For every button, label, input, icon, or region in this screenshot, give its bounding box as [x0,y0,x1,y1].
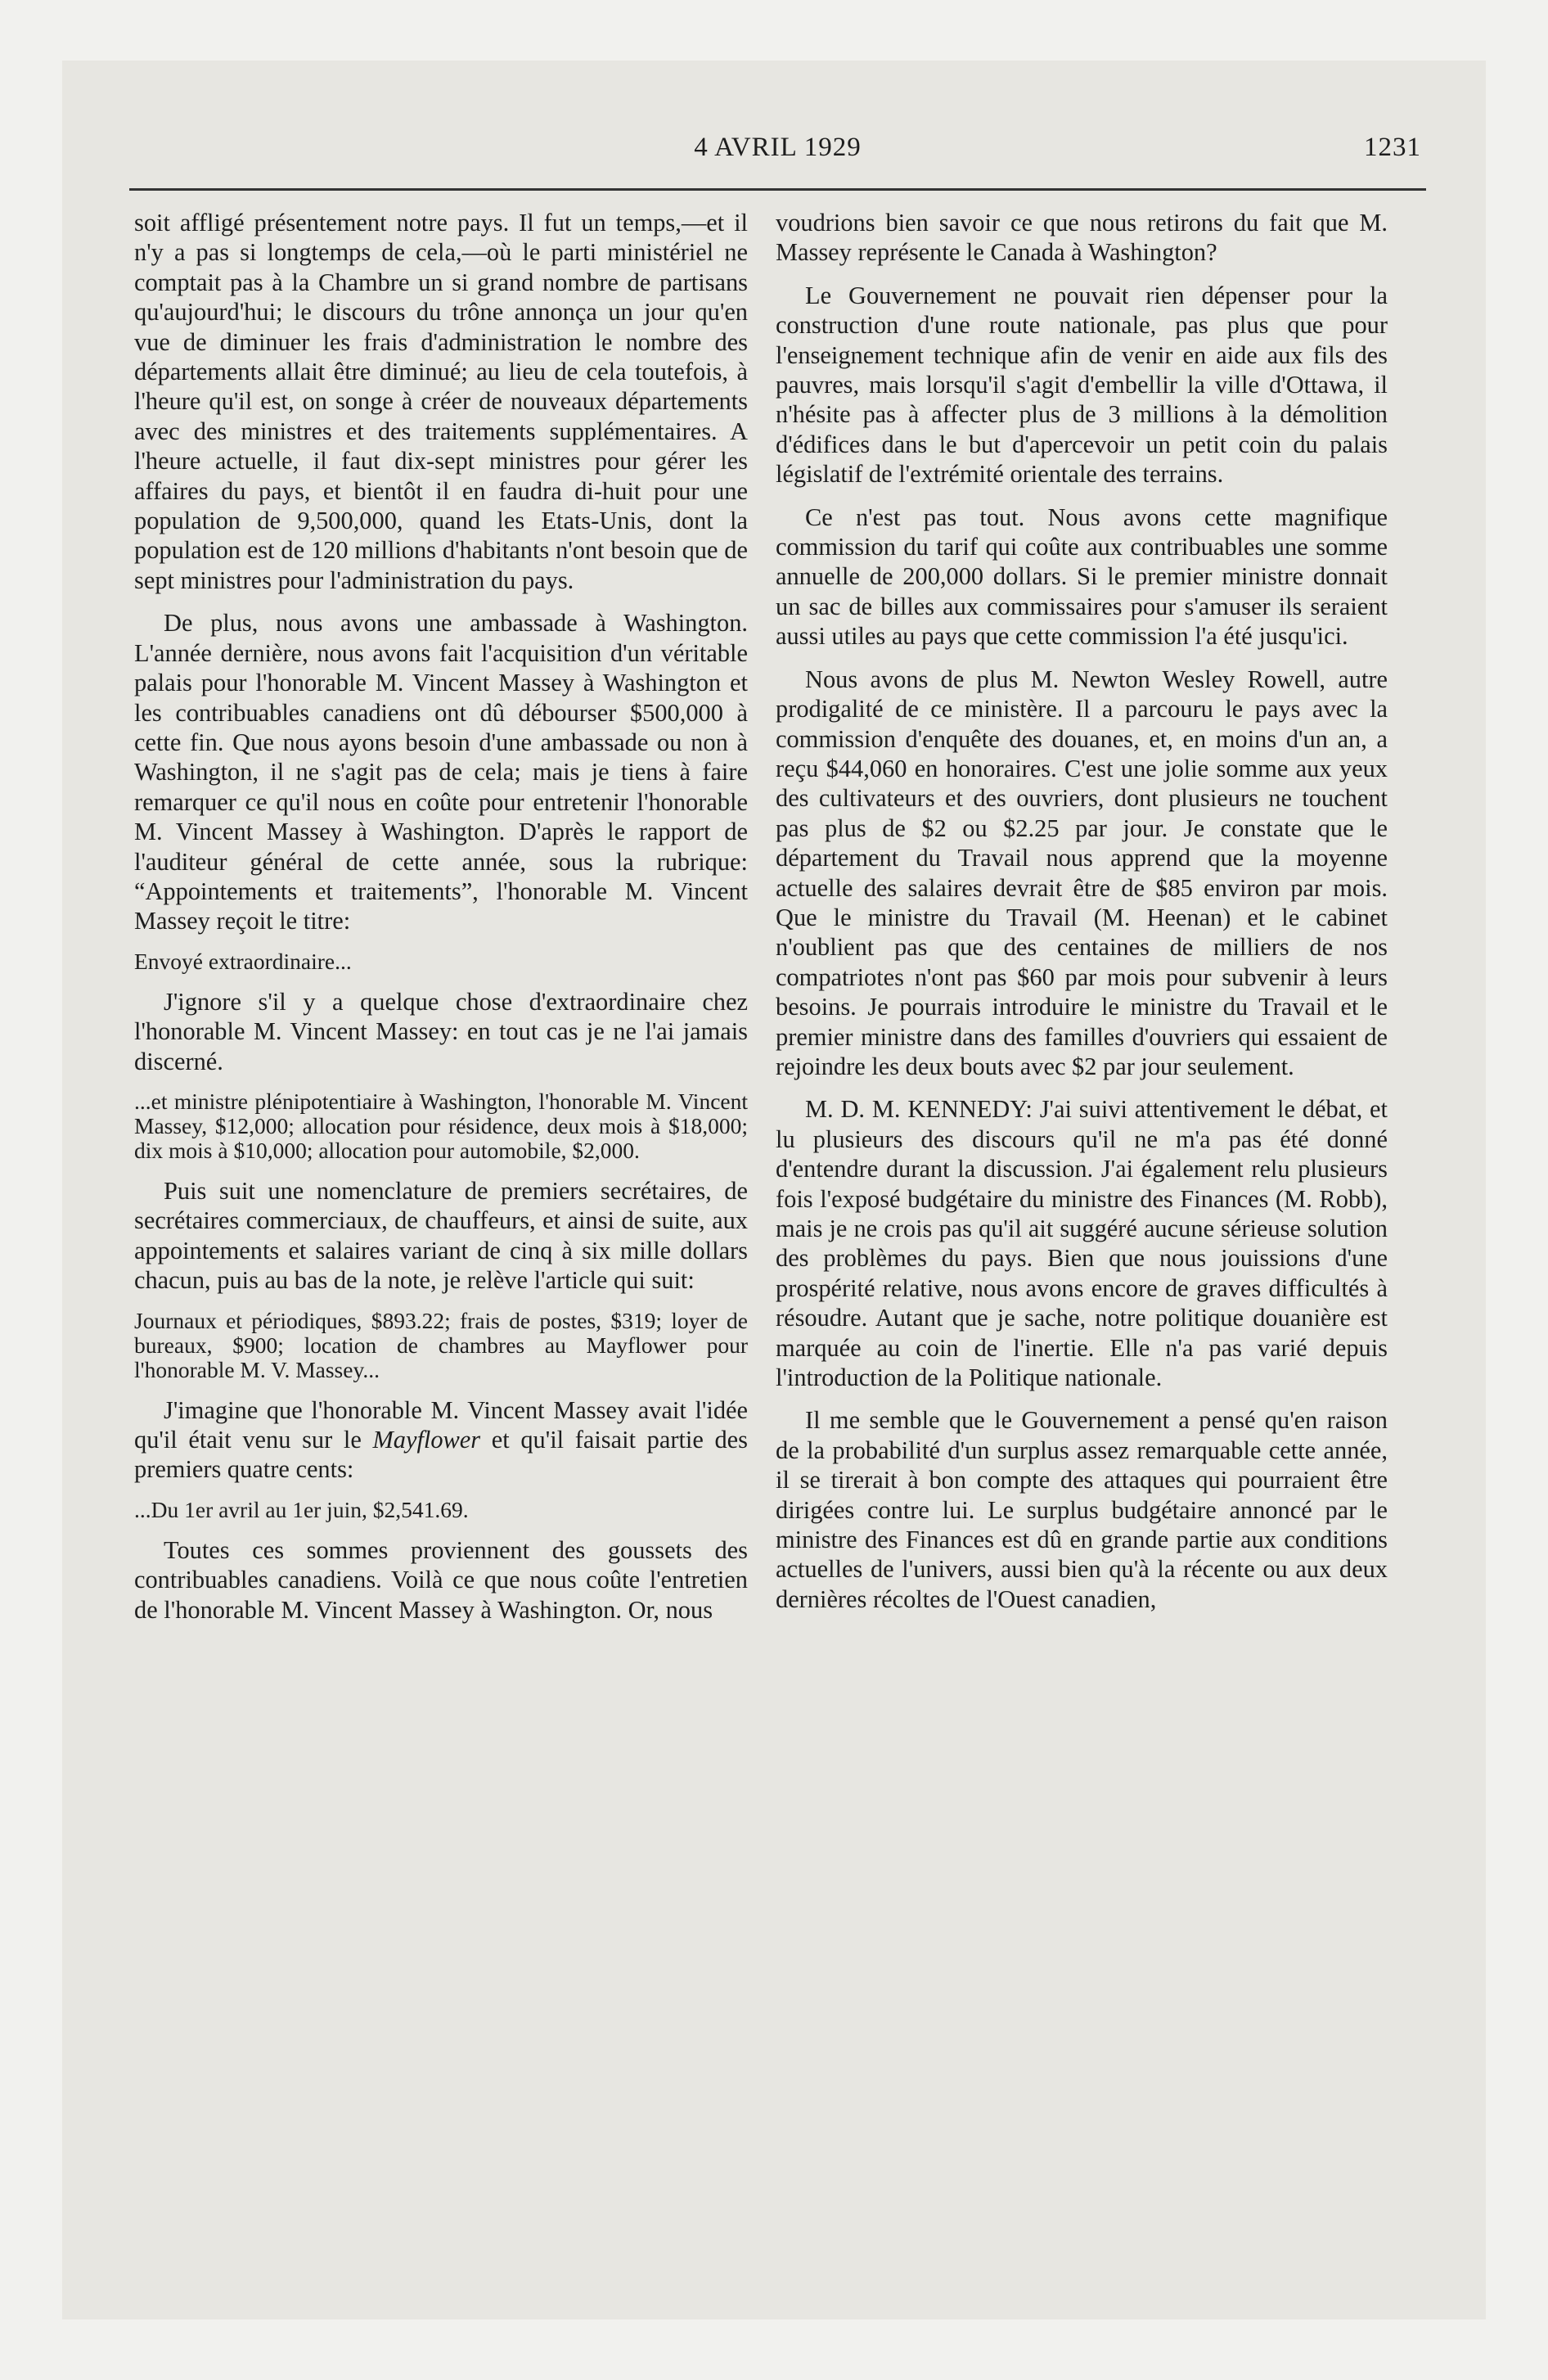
paragraph: Le Gouvernement ne pouvait rien dépenser pour la construction d'une route nationale, pas plus que pour l'enseignement technique afin de venir en aide aux fils des pauvres, mais lorsqu'il s'agit d'embellir la ville d'Ottawa, il n'hésite pas à affecter plus de 3 millions à la démolition d'édifices dans le but d'apercevoir un petit coin du palais législatif de l'extrémité orientale des terrains. [776,281,1388,489]
page-header [129,124,1426,174]
paragraph: M. D. M. KENNEDY: J'ai suivi attentivement le débat, et lu plusieurs des discours qu'il ne m'a pas été donné d'entendre durant la discussion. J'ai également relu plusieurs fois l'exposé budgétaire du ministre des Finances (M. Robb), mais je ne crois pas qu'il ait suggéré aucune sérieuse solution des problèmes du pays. Bien que nous jouissions d'une prospérité relative, nous avons encore de graves difficultés à résoudre. Autant que je sache, notre politique douanière est marquée au coin de l'inertie. Elle n'a pas varié depuis l'introduction de la Politique nationale. [776,1095,1388,1392]
paragraph [134,1395,748,1485]
quotation: ...et ministre plénipotentiaire à Washington, l'honorable M. Vincent Massey, $12,000; allocation pour résidence, deux mois à $18,000; dix mois à $10,000; allocation pour automobile, $2,000. [134,1088,748,1163]
quotation: ...Du 1er avril au 1er juin, $2,541.69. [134,1496,469,1522]
right-column [776,208,1388,1627]
paragraph: Il me semble que le Gouvernement a pensé qu'en raison de la probabilité d'un surplus assez remarquable cette année, il se tirerait à bon compte des attaques qui pourraient être dirigées contre lui. Le surplus budgétaire annoncé par le ministre des Finances est dû en grande partie aux conditions actuelles de l'univers, aussi bien qu'à la récente ou aux deux dernières récoltes de l'Ouest canadien, [776,1406,1388,1613]
quotation: Envoyé extraordinaire... [134,948,352,974]
page-number: 1231 [1364,133,1421,162]
quotation: Journaux et périodiques, $893.22; frais de postes, $319; loyer de bureaux, $900; location de chambres au Mayflower pour l'honorable M. V. Massey... [134,1307,748,1382]
paragraph: De plus, nous avons une ambassade à Washington. L'année dernière, nous avons fait l'acquisition d'un véritable palais pour l'honorable M. Vincent Massey à Washington et les contribuables canadiens ont dû débourser $500,000 à cette fin. Que nous ayons besoin d'une ambassade ou non à Washington, il ne s'agit pas de cela; mais je tiens à faire remarquer ce qu'il nous en coûte pour entretenir l'honorable M. Vincent Massey à Washington. D'après le rapport de l'auditeur général de cette année, sous la rubrique: “Appointements et traitements”, l'honorable M. Vincent Massey reçoit le titre: [134,609,748,935]
paragraph-text: et qu'il faisait partie des premiers quatre cents: [134,1426,748,1484]
paragraph: Toutes ces sommes proviennent des goussets des contribuables canadiens. Voilà ce que nous coûte l'entretien de l'honorable M. Vincent Massey à Washington. Or, nous [134,1535,748,1624]
paragraph: Puis suit une nomenclature de premiers secrétaires, de secrétaires commerciaux, de chauffeurs, et ainsi de suite, aux appointements et salaires variant de cinq à six mille dollars chacun, puis au bas de la note, je relève l'article qui suit: [134,1176,748,1295]
left-column [134,208,748,1638]
paragraph: Ce n'est pas tout. Nous avons cette magnifique commission du tarif qui coûte aux contribuables une somme annuelle de 200,000 dollars. Si le premier ministre donnait un sac de billes aux commissaires pour s'amuser ils seraient aussi utiles au pays que cette commission l'a été jusqu'ici. [776,503,1388,651]
paragraph-text: J'imagine que l'honorable M. Vincent Massey avait l'idée qu'il était venu sur le [134,1395,748,1454]
paragraph: soit affligé présentement notre pays. Il fut un temps,—et il n'y a pas si longtemps de cela,—où le parti ministériel ne comptait pas à la Chambre un si grand nombre de partisans qu'aujourd'hui; le discours du trône annonça un jour qu'en vue de diminuer les frais d'administration le nombre des départements allait être diminué; au lieu de cela toutefois, à l'heure qu'il est, on songe à créer de nouveaux départements avec des ministres et des traitements supplémentaires. A l'heure actuelle, il faut dix-sept ministres pour gérer les affaires du pays, et bientôt il en faudra di-huit pour une population de 9,500,000, quand les Etats-Unis, dont la population est de 120 millions d'habitants n'ont besoin que de sept ministres pour l'administration du pays. [134,209,748,594]
italic-ship-name: Mayflower [372,1426,481,1454]
paragraph: voudrions bien savoir ce que nous retirons du fait que M. Massey représente le Canada à Washington? [776,209,1388,267]
document-page [62,61,1486,2319]
header-date: 4 AVRIL 1929 [694,133,862,162]
paragraph: Nous avons de plus M. Newton Wesley Rowell, autre prodigalité de ce ministère. Il a parcouru le pays avec la commission d'enquête des douanes, et, en moins d'un an, a reçu $44,060 en honoraires. C'est une jolie somme aux yeux des cultivateurs et des ouvriers, dont plusieurs ne touchent pas plus de $2 ou $2.25 par jour. Je constate que le département du Travail nous apprend que la moyenne actuelle des salaires devrait être de $85 environ par mois. Que le ministre du Travail (M. Heenan) et le cabinet n'oublient pas que des centaines de milliers de nos compatriotes n'ont pas $60 par mois pour subvenir à leurs besoins. Je pourrais introduire le ministre du Travail et le premier ministre dans des familles d'ouvriers qui essaient de rejoindre les deux bouts avec $2 par jour seulement. [776,665,1388,1080]
header-rule [129,188,1426,191]
paragraph: J'ignore s'il y a quelque chose d'extraordinaire chez l'honorable M. Vincent Massey: en tout cas je ne l'ai jamais discerné. [134,987,748,1075]
